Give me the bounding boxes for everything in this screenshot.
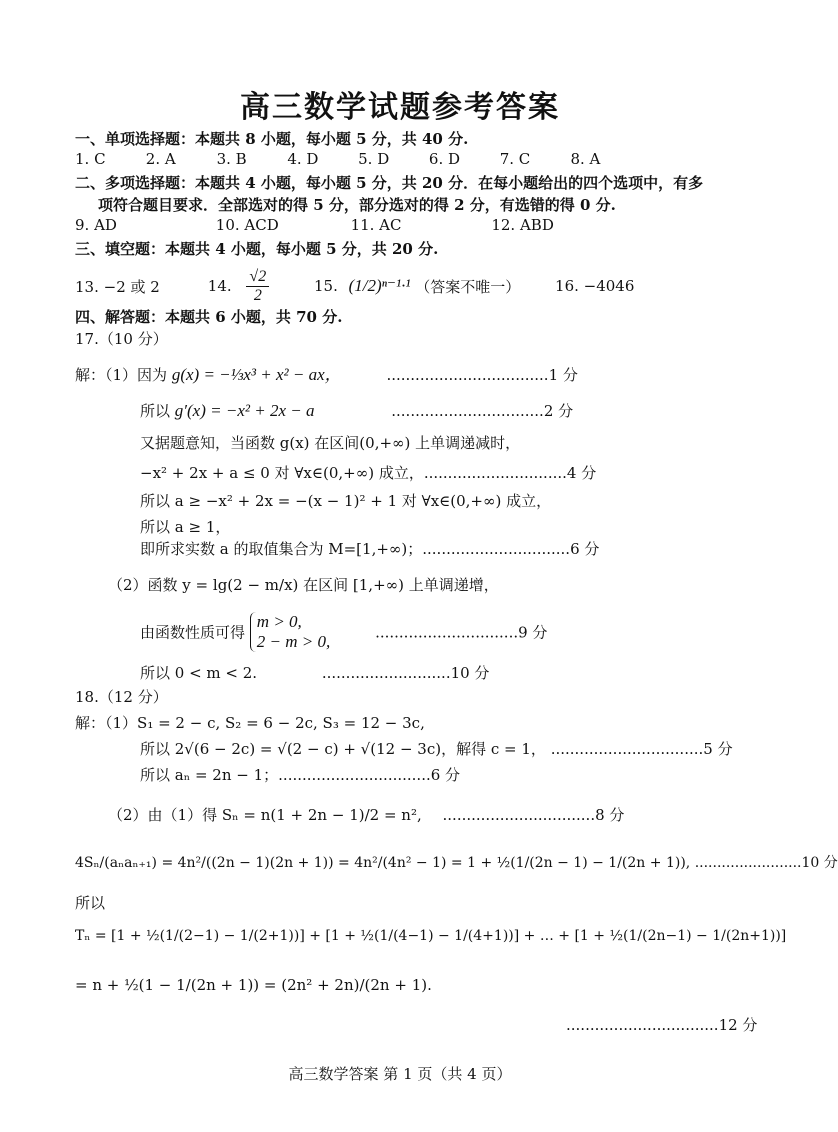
answer-13: 13. −2 或 2 (75, 277, 160, 296)
q17-line-5: 所以 a ≥ −x² + 2x = −(x − 1)² + 1 对 ∀x∈(0,+∞) 成立， (140, 492, 552, 510)
q17-line-1-math: g(x) = −⅓x³ + x² − ax， (171, 365, 342, 384)
q18-line-7: Tₙ = [1 + ½(1/(2−1) − 1/(2+1))] + [1 + ½(1/(4−1) − 1/(4+1))] + … + [1 + ½(1/(2n−1) − 1/(2n+1))] (75, 928, 787, 944)
q18-line-2 (140, 738, 733, 759)
q17-line-2 (140, 400, 573, 421)
answer-14-label: 14. (207, 277, 232, 296)
q17-line-4: −x² + 2x + a ≤ 0 对 ∀x∈(0,+∞) 成立，..............................4 分 (140, 464, 597, 482)
q17-score-2: ................................2 分 (391, 402, 574, 420)
answer-14-denominator: 2 (253, 286, 262, 304)
answer-15-label: 15. (313, 277, 338, 296)
answer-4: 4. D (287, 150, 319, 168)
q17-case-1: m > 0, (256, 612, 302, 631)
q17-header: 17.（10 分） (75, 330, 168, 348)
q18-score-10: ........................10 分 (694, 855, 838, 871)
answer-1: 1. C (75, 150, 106, 168)
q17-line-2-prefix: 所以 (140, 402, 171, 420)
q18-score-12: ................................12 分 (566, 1016, 758, 1034)
q18-line-5-text: 4Sₙ/(aₙaₙ₊₁) = 4n²/((2n − 1)(2n + 1)) = 4n²/(4n² − 1) = 1 + ½(1/(2n − 1) − 1/(2n + 1)), (75, 855, 691, 871)
q18-line-2-text: 所以 2√(6 − 2c) = √(2 − c) + √(12 − 3c)，解得 c = 1， (140, 740, 546, 758)
q17-line-3: 又据题意知，当函数 g(x) 在区间(0,+∞) 上单调递减时， (140, 434, 521, 452)
q18-line-5 (75, 852, 838, 872)
q17-score-1: ..................................1 分 (386, 366, 578, 384)
section-3-heading: 三、填空题：本题共 4 小题，每小题 5 分，共 20 分. (75, 240, 439, 258)
answer-3: 3. B (216, 150, 247, 168)
q17-line-1 (75, 360, 578, 385)
q17-line-10 (140, 662, 489, 683)
answer-2: 2. A (145, 150, 176, 168)
answer-14-fraction (246, 268, 269, 304)
section-1-answers (75, 150, 636, 168)
q17-line-2-math: g′(x) = −x² + 2x − a (174, 401, 315, 420)
section-2-heading-line-2: 项符合题目要求．全部选对的得 5 分，部分选对的得 2 分，有选错的得 0 分. (98, 196, 616, 214)
q17-line-10-text: 所以 0 < m < 2. (140, 664, 258, 682)
answer-10: 10. ACD (215, 216, 279, 234)
q17-score-9: ..............................9 分 (375, 623, 548, 642)
q17-line-1-prefix: 解：（1）因为 (75, 366, 168, 384)
answer-12: 12. ABD (491, 216, 554, 234)
answer-15-expression: (1/2)ⁿ⁻¹·¹ (348, 276, 411, 296)
page-title: 高三数学试题参考答案 (240, 90, 560, 125)
section-2-answers (75, 216, 591, 234)
page-footer: 高三数学答案 第 1 页（共 4 页） (288, 1065, 512, 1083)
q18-line-8: = n + ½(1 − 1/(2n + 1)) = (2n² + 2n)/(2n + 1). (75, 976, 432, 994)
q18-line-3: 所以 aₙ = 2n − 1；................................6 分 (140, 766, 461, 784)
q18-header: 18.（12 分） (75, 688, 168, 706)
q18-score-5: ................................5 分 (550, 740, 733, 758)
answer-8: 8. A (570, 150, 601, 168)
section-1-heading: 一、单项选择题：本题共 8 小题，每小题 5 分，共 40 分. (75, 130, 469, 148)
q18-line-4-text: （2）由（1）得 Sₙ = n(1 + 2n − 1)/2 = n², (108, 806, 422, 824)
q18-line-4 (108, 804, 624, 825)
answer-11: 11. AC (350, 216, 402, 234)
answer-9: 9. AD (75, 216, 117, 234)
fill-answers-row (75, 268, 634, 304)
q17-line-9-prefix: 由函数性质可得 (140, 623, 246, 642)
q17-case-2: 2 − m > 0, (256, 632, 331, 651)
section-4-heading: 四、解答题：本题共 6 小题，共 70 分. (75, 308, 343, 326)
section-2-heading-line-1: 二、多项选择题：本题共 4 小题，每小题 5 分，共 20 分．在每小题给出的四个选项中，有多 (75, 174, 704, 192)
q17-case-brace (250, 612, 330, 652)
answer-14-numerator: √2 (246, 268, 269, 287)
answer-5: 5. D (358, 150, 390, 168)
q17-score-10: ...........................10 分 (321, 664, 490, 682)
q18-score-8: ................................8 分 (442, 806, 625, 824)
q17-line-6: 所以 a ≥ 1， (140, 518, 231, 536)
q17-line-8: （2）函数 y = lg(2 − m/x) 在区间 [1,+∞) 上单调递增， (108, 576, 499, 594)
answer-16: 16. −4046 (555, 277, 635, 296)
answer-7: 7. C (499, 150, 531, 168)
q17-line-7: 即所求实数 a 的取值集合为 M=[1,+∞)；...............................6 分 (140, 540, 600, 558)
q17-line-9 (140, 612, 547, 652)
q18-line-1: 解：（1）S₁ = 2 − c, S₂ = 6 − 2c, S₃ = 12 − 3c, (75, 714, 425, 732)
q18-line-6: 所以 (75, 894, 106, 912)
answer-6: 6. D (428, 150, 461, 168)
answer-15-note: （答案不唯一） (415, 277, 521, 296)
